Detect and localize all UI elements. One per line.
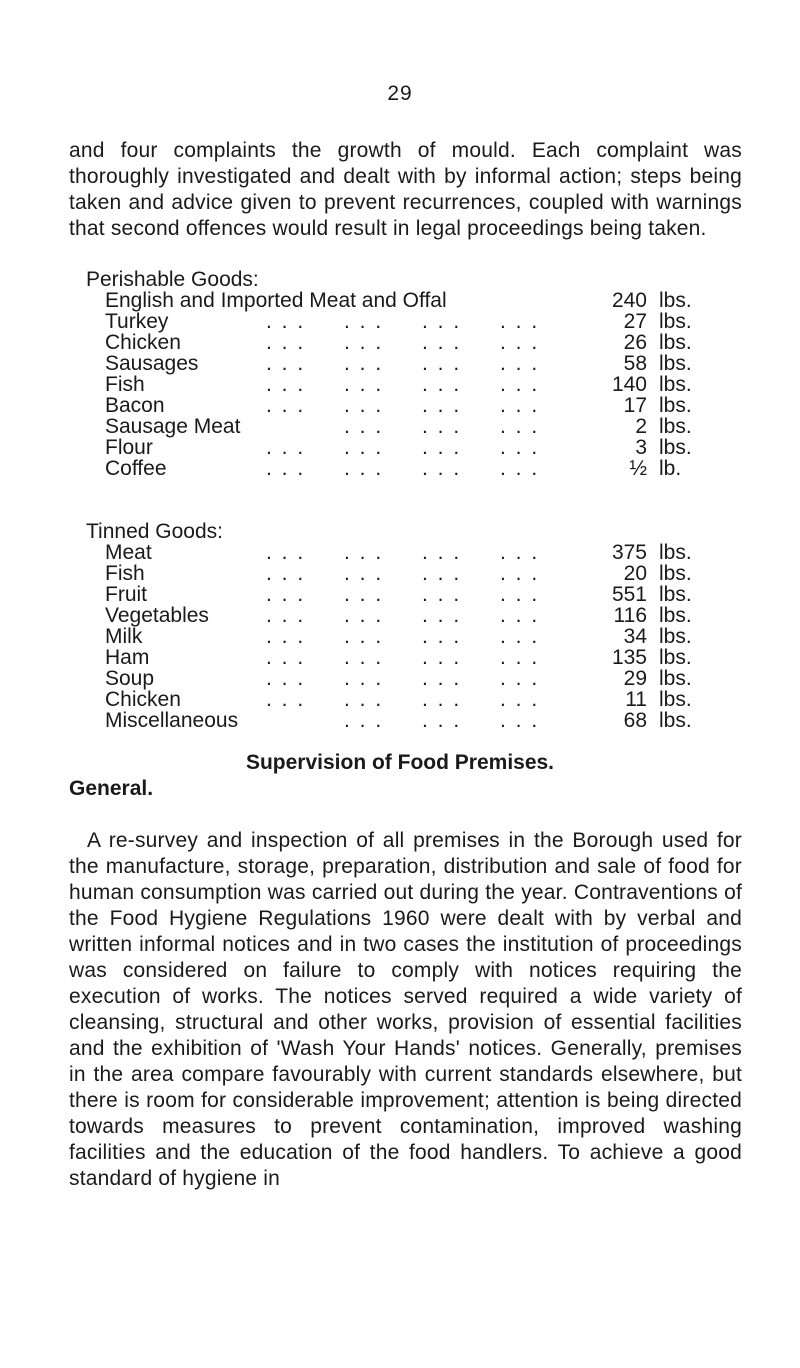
goods-item-quantity: 140 (611, 373, 647, 396)
dot-leader: . . . (266, 688, 306, 711)
supervision-heading: Supervision of Food Premises. (245, 751, 555, 774)
tinned-goods-label: Tinned Goods: (86, 520, 223, 543)
goods-item-name: English and Imported Meat and Offal (105, 289, 447, 312)
dot-leader: . . . (500, 562, 540, 585)
goods-item-name: Coffee (105, 457, 167, 480)
goods-item-unit: lbs. (659, 667, 692, 690)
dot-leader: . . . (266, 583, 306, 606)
goods-item-quantity: 27 (623, 310, 647, 333)
goods-row (0, 456, 800, 482)
dot-leader: . . . (500, 646, 540, 669)
goods-item-name: Fish (105, 373, 145, 396)
goods-item-name: Fruit (105, 583, 147, 606)
goods-item-quantity: 11 (625, 688, 647, 711)
goods-item-quantity: 68 (623, 709, 647, 732)
goods-item-name: Bacon (105, 394, 165, 417)
dot-leader: . . . (266, 331, 306, 354)
goods-item-name: Chicken (105, 331, 181, 354)
goods-item-unit: lbs. (659, 436, 692, 459)
dot-leader: . . . (500, 709, 540, 732)
goods-item-unit: lbs. (659, 562, 692, 585)
goods-item-quantity: 135 (611, 646, 647, 669)
dot-leader: . . . (266, 604, 306, 627)
opening-paragraph: and four complaints the growth of mould. Each complaint was thoroughly investigated and dealt with by informal action; steps being taken and advice given to prevent recurrences, coupled with warnings that second offences would result in legal proceedings being taken. (69, 139, 742, 240)
dot-leader: . . . (344, 583, 384, 606)
goods-item-quantity: 3 (635, 436, 647, 459)
dot-leader: . . . (344, 646, 384, 669)
dot-leader: . . . (344, 625, 384, 648)
goods-item-quantity: 58 (623, 352, 647, 375)
goods-item-unit: lbs. (659, 289, 692, 312)
dot-leader: . . . (422, 583, 462, 606)
goods-item-unit: lbs. (659, 625, 692, 648)
dot-leader: . . . (422, 667, 462, 690)
dot-leader: . . . (344, 604, 384, 627)
dot-leader: . . . (422, 310, 462, 333)
goods-item-quantity: 29 (623, 667, 647, 690)
dot-leader: . . . (344, 331, 384, 354)
dot-leader: . . . (422, 541, 462, 564)
dot-leader: . . . (344, 667, 384, 690)
goods-item-unit: lbs. (659, 415, 692, 438)
goods-item-unit: lbs. (659, 688, 692, 711)
dot-leader: . . . (344, 688, 384, 711)
goods-item-name: Sausages (105, 352, 199, 375)
dot-leader: . . . (266, 436, 306, 459)
dot-leader: . . . (344, 541, 384, 564)
goods-row (0, 708, 800, 734)
dot-leader: . . . (422, 688, 462, 711)
goods-item-quantity: 20 (623, 562, 647, 585)
goods-item-unit: lbs. (659, 331, 692, 354)
dot-leader: . . . (344, 457, 384, 480)
goods-item-quantity: 2 (635, 415, 647, 438)
goods-item-name: Chicken (105, 688, 181, 711)
goods-item-unit: lbs. (659, 709, 692, 732)
goods-item-name: Meat (105, 541, 152, 564)
perishable-goods-label: Perishable Goods: (86, 268, 259, 291)
dot-leader: . . . (500, 352, 540, 375)
goods-item-name: Sausage Meat (105, 415, 241, 438)
goods-item-quantity: 551 (611, 583, 647, 606)
goods-item-quantity: 26 (623, 331, 647, 354)
goods-item-name: Turkey (105, 310, 169, 333)
dot-leader: . . . (422, 562, 462, 585)
dot-leader: . . . (500, 415, 540, 438)
dot-leader: . . . (266, 352, 306, 375)
goods-item-name: Vegetables (105, 604, 209, 627)
dot-leader: . . . (344, 709, 384, 732)
goods-item-quantity: 17 (623, 394, 647, 417)
dot-leader: . . . (422, 373, 462, 396)
dot-leader: . . . (266, 310, 306, 333)
dot-leader: . . . (500, 667, 540, 690)
dot-leader: . . . (344, 394, 384, 417)
dot-leader: . . . (344, 415, 384, 438)
dot-leader: . . . (266, 373, 306, 396)
goods-item-name: Milk (105, 625, 143, 648)
goods-item-unit: lbs. (659, 583, 692, 606)
goods-item-quantity: 240 (611, 289, 647, 312)
dot-leader: . . . (422, 415, 462, 438)
goods-item-quantity: ½ (629, 457, 647, 480)
dot-leader: . . . (266, 541, 306, 564)
dot-leader: . . . (422, 331, 462, 354)
dot-leader: . . . (344, 352, 384, 375)
goods-item-unit: lbs. (659, 373, 692, 396)
goods-item-unit: lbs. (659, 646, 692, 669)
dot-leader: . . . (422, 457, 462, 480)
dot-leader: . . . (422, 436, 462, 459)
dot-leader: . . . (422, 625, 462, 648)
dot-leader: . . . (266, 646, 306, 669)
dot-leader: . . . (344, 562, 384, 585)
dot-leader: . . . (344, 310, 384, 333)
dot-leader: . . . (422, 394, 462, 417)
dot-leader: . . . (266, 667, 306, 690)
goods-item-unit: lbs. (659, 604, 692, 627)
dot-leader: . . . (500, 604, 540, 627)
dot-leader: . . . (344, 373, 384, 396)
dot-leader: . . . (422, 709, 462, 732)
dot-leader: . . . (500, 625, 540, 648)
dot-leader: . . . (266, 457, 306, 480)
goods-item-name: Flour (105, 436, 153, 459)
page-number: 29 (387, 82, 413, 105)
goods-item-unit: lbs. (659, 352, 692, 375)
goods-item-name: Soup (105, 667, 155, 690)
dot-leader: . . . (500, 688, 540, 711)
dot-leader: . . . (266, 625, 306, 648)
dot-leader: . . . (500, 436, 540, 459)
general-paragraph: A re-survey and inspection of all premises in the Borough used for the manufacture, storage, preparation, distribution and sale of food for human consumption was carried out during the year. Contraventions of the Food Hygiene Regulations 1960 were dealt with by verbal and written informal notices and in two cases the institution of proceedings was considered on failure to comply with notices requiring the execution of works. The notices served required a wide variety of cleansing, structural and other works, provision of essential facilities and the exhibition of 'Wash Your Hands' notices. Generally, premises in the area compare favourably with current standards elsewhere, but there is room for considerable improvement; attention is being directed towards measures to prevent contamination, improved washing facilities and the education of the food handlers. To achieve a good standard of hygiene in (69, 829, 742, 1190)
goods-item-unit: lb. (659, 457, 682, 480)
goods-item-unit: lbs. (659, 310, 692, 333)
general-heading: General. (69, 777, 154, 800)
dot-leader: . . . (422, 604, 462, 627)
dot-leader: . . . (500, 373, 540, 396)
dot-leader: . . . (266, 562, 306, 585)
goods-item-quantity: 116 (613, 604, 647, 627)
dot-leader: . . . (344, 436, 384, 459)
goods-item-unit: lbs. (659, 394, 692, 417)
dot-leader: . . . (422, 646, 462, 669)
dot-leader: . . . (500, 331, 540, 354)
goods-item-unit: lbs. (659, 541, 692, 564)
goods-item-quantity: 34 (623, 625, 647, 648)
dot-leader: . . . (500, 583, 540, 606)
dot-leader: . . . (500, 310, 540, 333)
dot-leader: . . . (266, 394, 306, 417)
dot-leader: . . . (500, 394, 540, 417)
dot-leader: . . . (422, 352, 462, 375)
goods-item-name: Ham (105, 646, 150, 669)
dot-leader: . . . (500, 457, 540, 480)
dot-leader: . . . (500, 541, 540, 564)
goods-item-name: Fish (105, 562, 145, 585)
goods-item-quantity: 375 (611, 541, 647, 564)
goods-item-name: Miscellaneous (105, 709, 239, 732)
